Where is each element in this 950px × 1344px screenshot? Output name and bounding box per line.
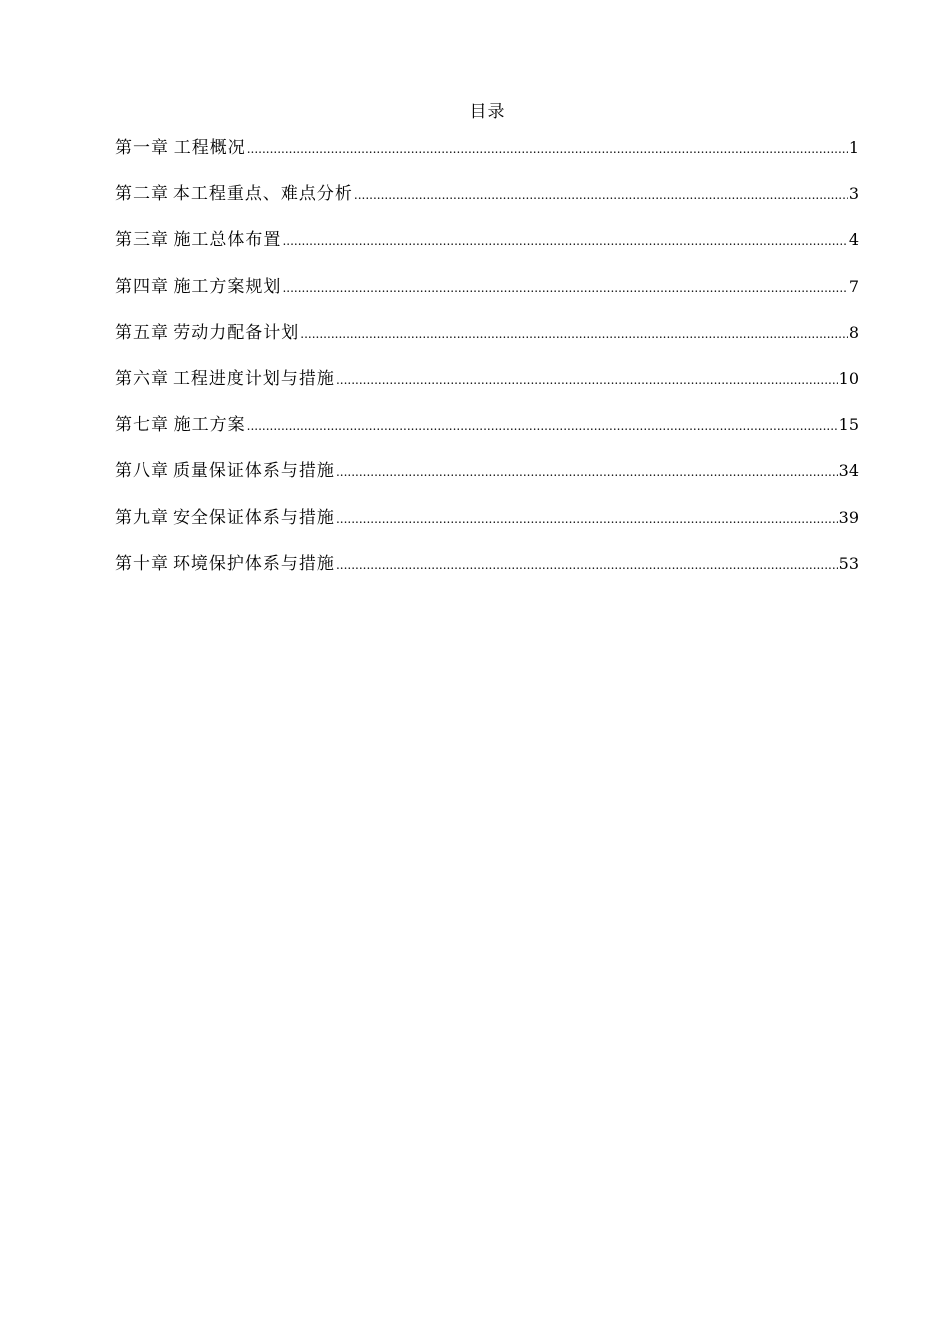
dot-leader — [336, 460, 838, 484]
page-number: 10 — [838, 368, 859, 388]
chapter-number: 第八章 — [115, 461, 169, 482]
table-of-contents — [115, 136, 859, 598]
chapter-title: 环境保护体系与措施 — [172, 553, 335, 574]
toc-entry-2[interactable] — [115, 182, 859, 228]
page-number: 8 — [848, 322, 859, 342]
page-number: 53 — [838, 553, 859, 573]
toc-entry-1[interactable] — [115, 136, 859, 182]
dot-leader — [282, 276, 847, 300]
chapter-title: 工程概况 — [173, 138, 246, 158]
dot-leader — [336, 368, 838, 392]
chapter-title: 本工程重点、难点分析 — [172, 184, 353, 205]
page-number: 4 — [848, 230, 859, 250]
chapter-title: 劳动力配备计划 — [173, 322, 300, 343]
page-number: 39 — [838, 507, 859, 527]
toc-entry-3[interactable] — [115, 228, 859, 274]
toc-title: 目录 — [469, 102, 506, 122]
dot-leader — [247, 414, 838, 438]
chapter-title: 施工总体布置 — [173, 230, 282, 251]
chapter-title: 工程进度计划与措施 — [172, 368, 335, 389]
chapter-title: 施工方案规划 — [173, 276, 282, 297]
dot-leader — [300, 322, 848, 346]
page-number: 15 — [838, 415, 859, 435]
dot-leader — [336, 553, 838, 577]
chapter-title: 安全保证体系与措施 — [172, 507, 335, 528]
chapter-number: 第三章 — [115, 230, 169, 251]
chapter-number: 第一章 — [115, 138, 169, 158]
page-number: 1 — [848, 138, 859, 157]
chapter-number: 第六章 — [115, 368, 169, 389]
toc-entry-4[interactable] — [115, 275, 859, 321]
chapter-title: 施工方案 — [173, 415, 246, 436]
page-number: 7 — [848, 276, 859, 296]
chapter-number: 第四章 — [115, 276, 169, 297]
toc-entry-9[interactable] — [115, 506, 859, 552]
page-number: 34 — [838, 461, 859, 481]
toc-entry-10[interactable] — [115, 552, 859, 598]
page-number: 3 — [848, 184, 859, 204]
dot-leader — [247, 137, 848, 161]
dot-leader — [336, 507, 838, 531]
chapter-title: 质量保证体系与措施 — [172, 461, 335, 482]
dot-leader — [354, 183, 848, 207]
chapter-number: 第九章 — [115, 507, 169, 528]
dot-leader — [282, 229, 847, 253]
chapter-number: 第七章 — [115, 415, 169, 436]
toc-entry-7[interactable] — [115, 413, 859, 459]
chapter-number: 第二章 — [115, 184, 169, 205]
toc-entry-5[interactable] — [115, 321, 859, 367]
chapter-number: 第十章 — [115, 553, 169, 574]
toc-entry-6[interactable] — [115, 367, 859, 413]
toc-entry-8[interactable] — [115, 459, 859, 505]
chapter-number: 第五章 — [115, 322, 169, 343]
